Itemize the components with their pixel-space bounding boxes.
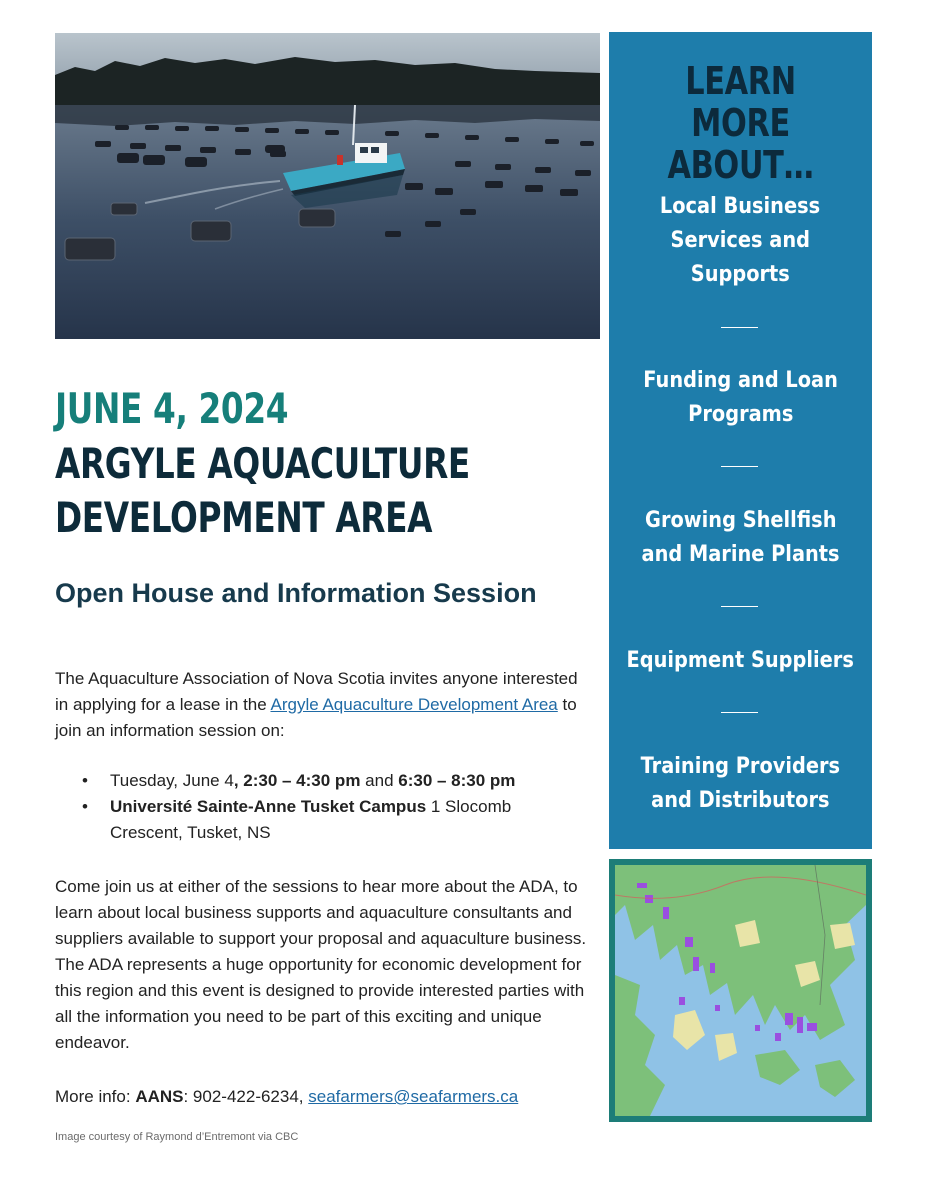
topic-line: Training Providers [640,754,841,779]
topic-line: Equipment Suppliers [626,648,855,673]
contact-info [55,1084,595,1110]
contact-org: AANS [135,1087,184,1106]
contact-phone: : 902-422-6234, [183,1087,309,1106]
contact-email-link[interactable]: seafarmers@seafarmers.ca [308,1087,519,1106]
intro-paragraph [55,666,595,744]
event-subtitle: Open House and Information Session [55,578,537,608]
sidebar-heading-line1: LEARN MORE [685,59,796,145]
venue-address: 1 Slocomb Crescent, Tusket, NS [110,797,512,842]
sidebar-topic-training [609,750,872,818]
contact-label: More info: [55,1087,136,1106]
topic-line: and Distributors [651,788,830,813]
sidebar-divider [721,712,758,713]
list-item-session-times [55,768,575,794]
topic-line: Growing Shellfish [644,508,837,533]
topic-line: and Marine Plants [641,542,840,567]
list-item-venue [55,794,575,846]
session-time-2: 6:30 – 8:30 pm [398,771,516,790]
event-title [55,437,470,545]
session-and: and [360,771,399,790]
sidebar-divider [721,327,758,328]
sidebar-topic-funding [609,364,872,432]
description-paragraph: Come join us at either of the sessions to hear more about the ADA, to learn about local business supports and aquaculture consultants and suppliers available to support your proposal and aquaculture business. The ADA represents a huge opportunity for economic development for this region and this event is designed to provide interested parties with all the information you need to be part of this exciting and unique endeavor. [55,877,587,1052]
event-date: JUNE 4, 2024 [55,384,289,433]
hero-photo-boat-aquaculture [55,33,600,339]
intro-text-after: to join an information session on: [55,695,577,740]
sidebar-divider [721,606,758,607]
sidebar-heading [635,60,845,186]
session-details-list [55,768,575,846]
sidebar-topic-business-services [609,190,872,292]
ada-map-image [609,859,872,1122]
ada-link[interactable]: Argyle Aquaculture Development Area [270,695,558,714]
session-time-1: , 2:30 – 4:30 pm [233,771,361,790]
sidebar-heading-line2: ABOUT… [667,143,814,187]
event-title-line2: DEVELOPMENT AREA [55,493,433,542]
sidebar-topic-equipment [609,644,872,678]
topic-line: Funding and Loan [643,368,838,393]
session-day: Tuesday, June 4 [110,771,234,790]
image-credit: Image courtesy of Raymond d’Entremont via CBC [55,1131,299,1143]
sidebar-topic-shellfish [609,504,872,572]
sidebar-divider [721,466,758,467]
topic-line: Programs [687,402,794,427]
topic-line: Local Business [660,194,821,219]
bullet-icon: • [82,771,88,790]
event-title-line1: ARGYLE AQUACULTURE [55,439,470,488]
learn-more-sidebar [609,32,872,849]
venue-name: Université Sainte-Anne Tusket Campus [110,797,427,816]
topic-line: Services and [670,228,811,253]
intro-text-before: The Aquaculture Association of Nova Scotia invites anyone interested in applying for a lease in the [55,669,578,714]
bullet-icon: • [82,797,88,816]
topic-line: Supports [690,262,791,287]
